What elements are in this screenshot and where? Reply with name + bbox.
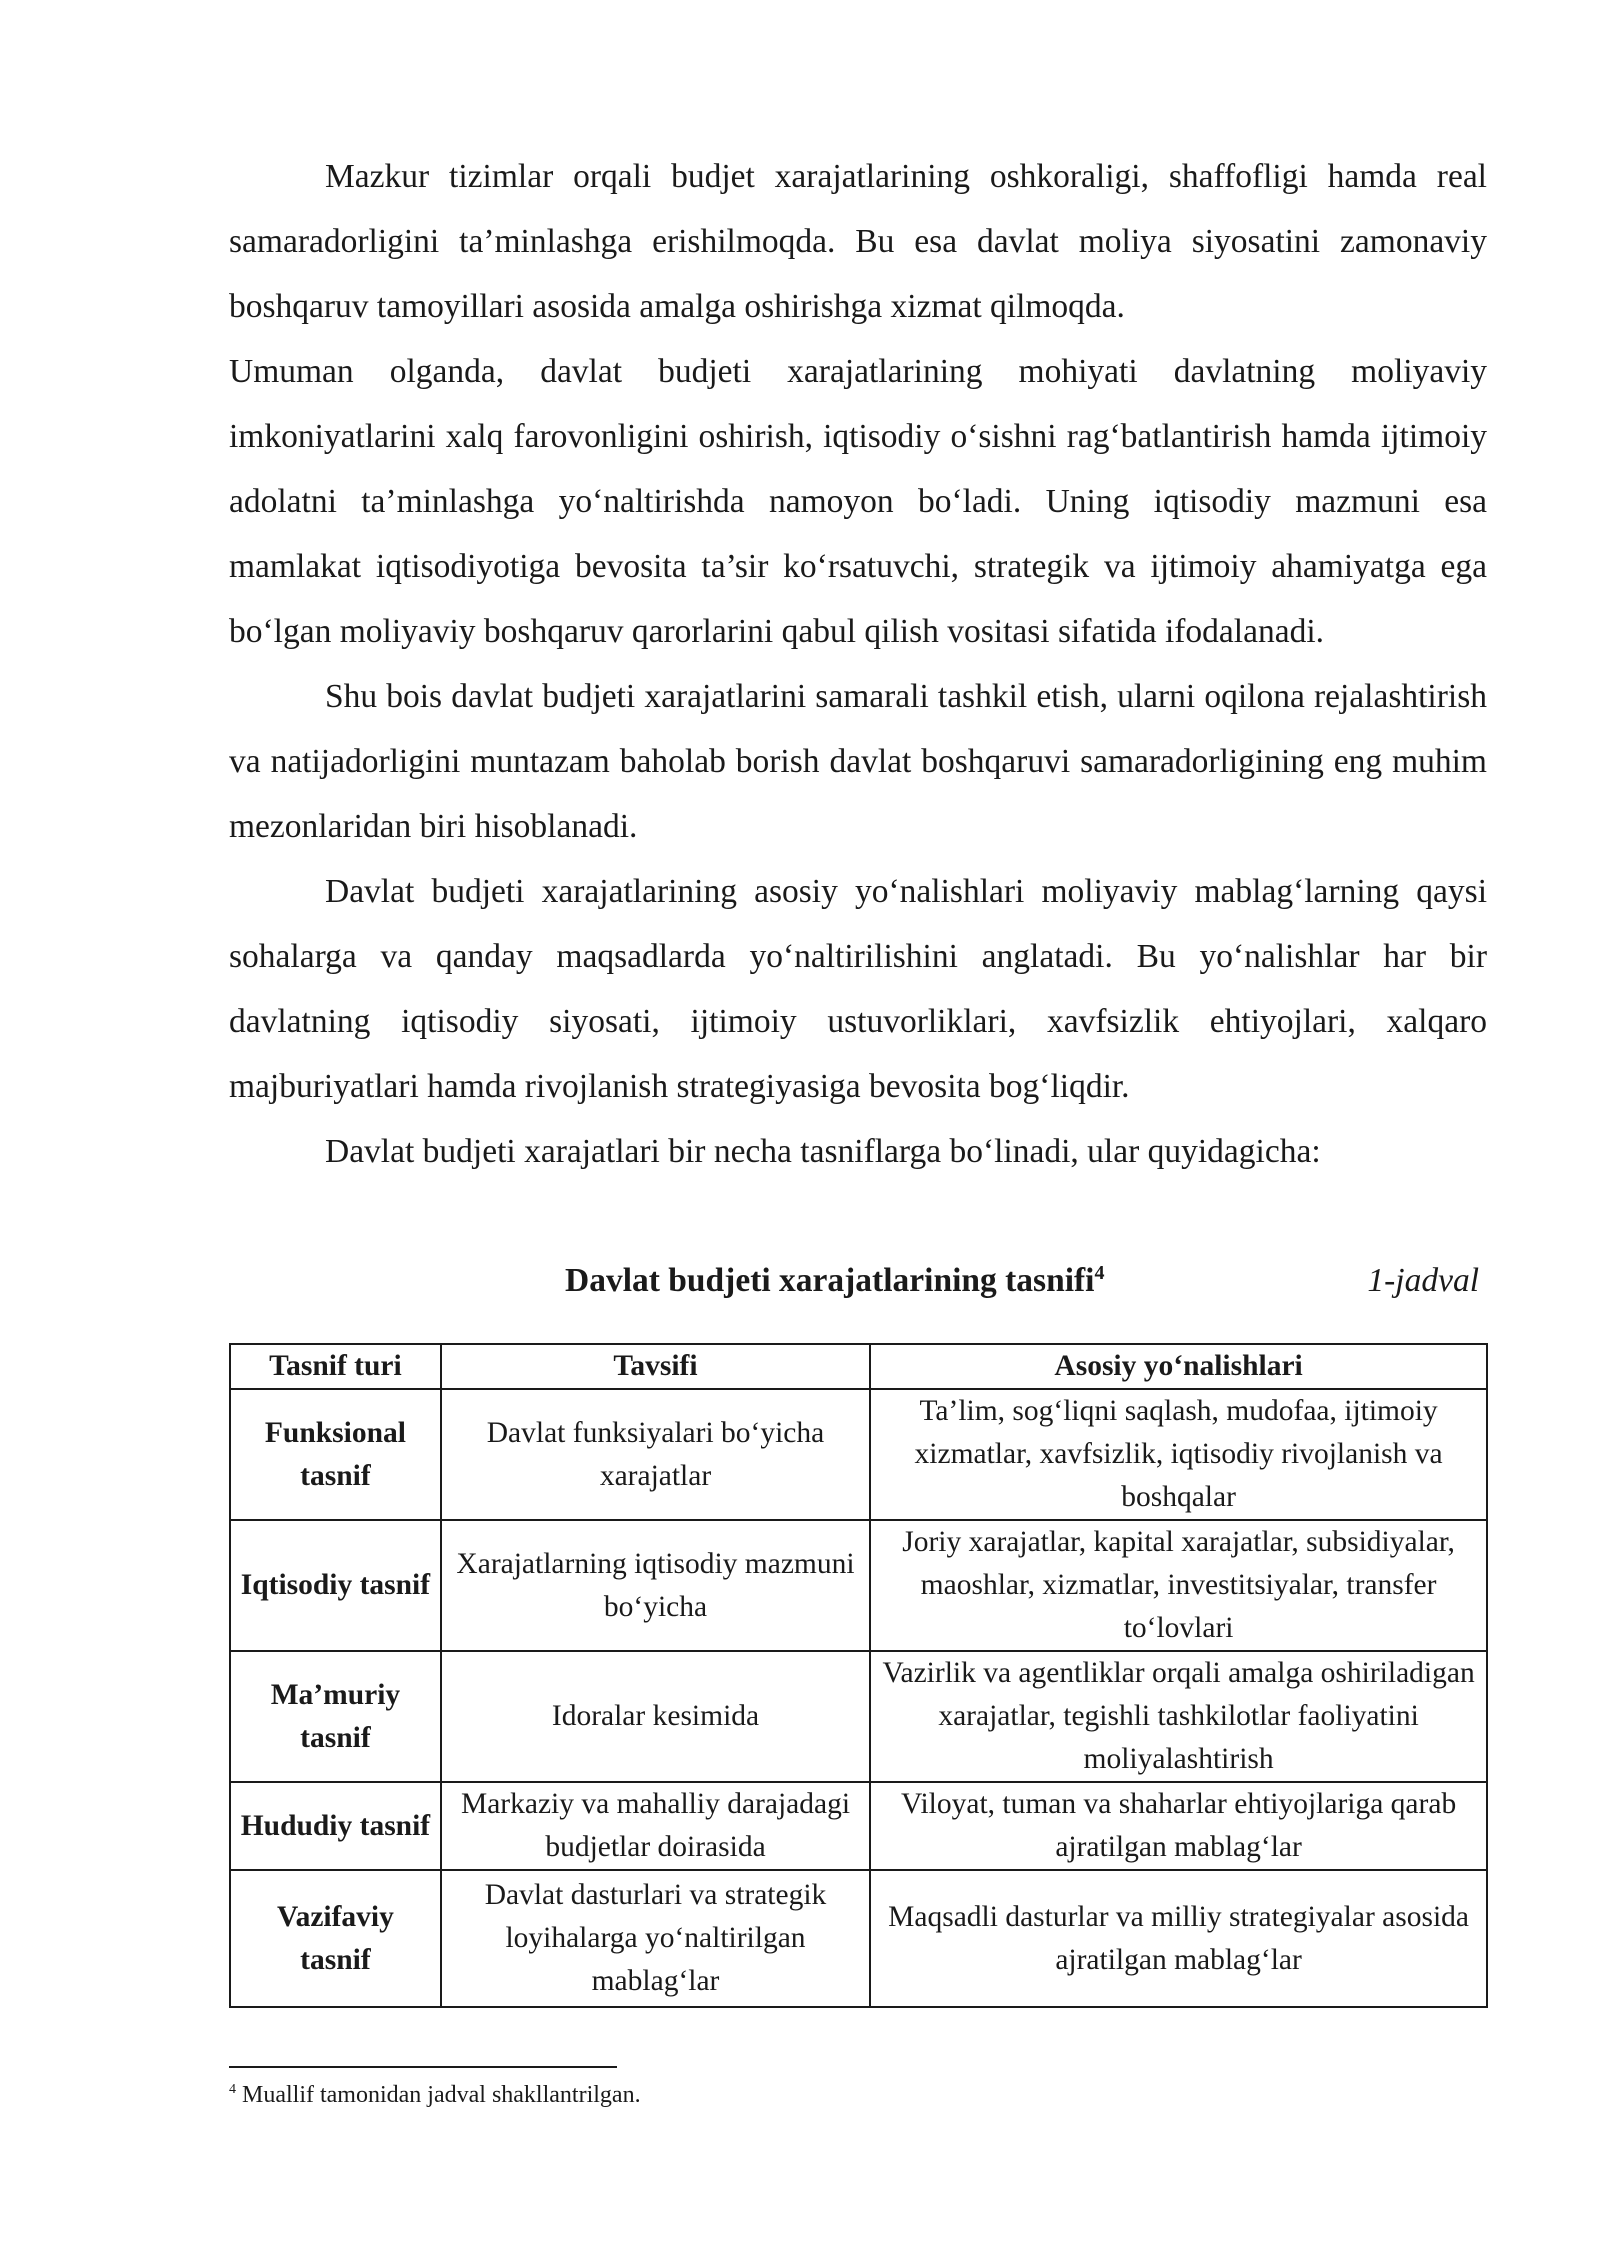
directions-cell: Viloyat, tuman va shaharlar ehtiyojlariga qarab ajratilgan mablag‘lar [870,1782,1487,1870]
description-cell: Davlat funksiyalari bo‘yicha xarajatlar [441,1389,870,1520]
type-cell: Hududiy tasnif [230,1782,441,1870]
directions-cell: Joriy xarajatlar, kapital xarajatlar, subsidiyalar, maoshlar, xizmatlar, investitsiyalar, transfer to‘lovlari [870,1520,1487,1651]
type-cell: Vazifaviy tasnif [230,1870,441,2007]
table-caption [229,1248,1487,1313]
header-cell: Tavsifi [441,1344,870,1389]
table-row [230,1782,1487,1870]
classification-table [229,1343,1488,2008]
type-cell: Funksional tasnif [230,1389,441,1520]
directions-cell: Ta’lim, sog‘liqni saqlash, mudofaa, ijtimoiy xizmatlar, xavfsizlik, iqtisodiy rivojlanish va boshqalar [870,1389,1487,1520]
table-row [230,1870,1487,2007]
footnote-text: Muallif tamonidan jadval shakllantrilgan. [242,2082,641,2108]
type-cell: Iqtisodiy tasnif [230,1520,441,1651]
type-cell: Ma’muriy tasnif [230,1651,441,1782]
header-cell: Tasnif turi [230,1344,441,1389]
paragraph: Mazkur tizimlar orqali budjet xarajatlarining oshkoraligi, shaffofligi hamda real samaradorligini ta’minlashga erishilmoqda. Bu esa davlat moliya siyosatini zamonaviy boshqaruv tamoyillari asosida amalga oshirishga xizmat qilmoqda. [229,158,1487,325]
table-row [230,1520,1487,1651]
footnote-mark: 4 [229,2082,236,2097]
paragraph: Umuman olganda, davlat budjeti xarajatlarining mohiyati davlatning moliyaviy imkoniyatlarini xalq farovonligini oshirish, iqtisodiy o‘sishni rag‘batlantirish hamda ijtimoiy adolatni ta’minlashga yo‘naltirishda namoyon bo‘ladi. Uning iqtisodiy mazmuni esa mamlakat iqtisodiyotiga bevosita ta’sir ko‘rsatuvchi, strategik va ijtimoiy ahamiyatga ega bo‘lgan moliyaviy boshqaruv qarorlarini qabul qilish vositasi sifatida ifodalanadi. [229,353,1487,650]
table-number: 1-jadval [1367,1262,1479,1299]
table-row [230,1389,1487,1520]
directions-cell: Vazirlik va agentliklar orqali amalga oshiriladigan xarajatlar, tegishli tashkilotlar faoliyatini moliyalashtirish [870,1651,1487,1782]
header-cell: Asosiy yo‘nalishlari [870,1344,1487,1389]
description-cell: Davlat dasturlari va strategik loyihalarga yo‘naltirilgan mablag‘lar [441,1870,870,2007]
table-title-text: Davlat budjeti xarajatlarining tasnifi [565,1262,1095,1299]
table-header-row [230,1344,1487,1389]
description-cell: Xarajatlarning iqtisodiy mazmuni bo‘yicha [441,1520,870,1651]
table-title [565,1248,1105,1313]
footnote [229,2079,641,2111]
body-text [229,144,1487,1184]
directions-cell: Maqsadli dasturlar va milliy strategiyalar asosida ajratilgan mablag‘lar [870,1870,1487,2007]
paragraph: Davlat budjeti xarajatlari bir necha tasniflarga bo‘linadi, ular quyidagicha: [325,1133,1321,1170]
footnote-reference[interactable]: 4 [1094,1261,1105,1284]
footnote-separator [229,2066,617,2068]
description-cell: Markaziy va mahalliy darajadagi budjetlar doirasida [441,1782,870,1870]
description-cell: Idoralar kesimida [441,1651,870,1782]
paragraph: Davlat budjeti xarajatlarining asosiy yo‘nalishlari moliyaviy mablag‘larning qaysi sohalarga va qanday maqsadlarda yo‘naltirilishini anglatadi. Bu yo‘nalishlar har bir davlatning iqtisodiy siyosati, ijtimoiy ustuvorliklari, xavfsizlik ehtiyojlari, xalqaro majburiyatlari hamda rivojlanish strategiyasiga bevosita bog‘liqdir. [229,873,1487,1105]
table-row [230,1651,1487,1782]
paragraph: Shu bois davlat budjeti xarajatlarini samarali tashkil etish, ularni oqilona rejalashtirish va natijadorligini muntazam baholab borish davlat boshqaruvi samaradorligining eng muhim mezonlaridan biri hisoblanadi. [229,678,1487,845]
